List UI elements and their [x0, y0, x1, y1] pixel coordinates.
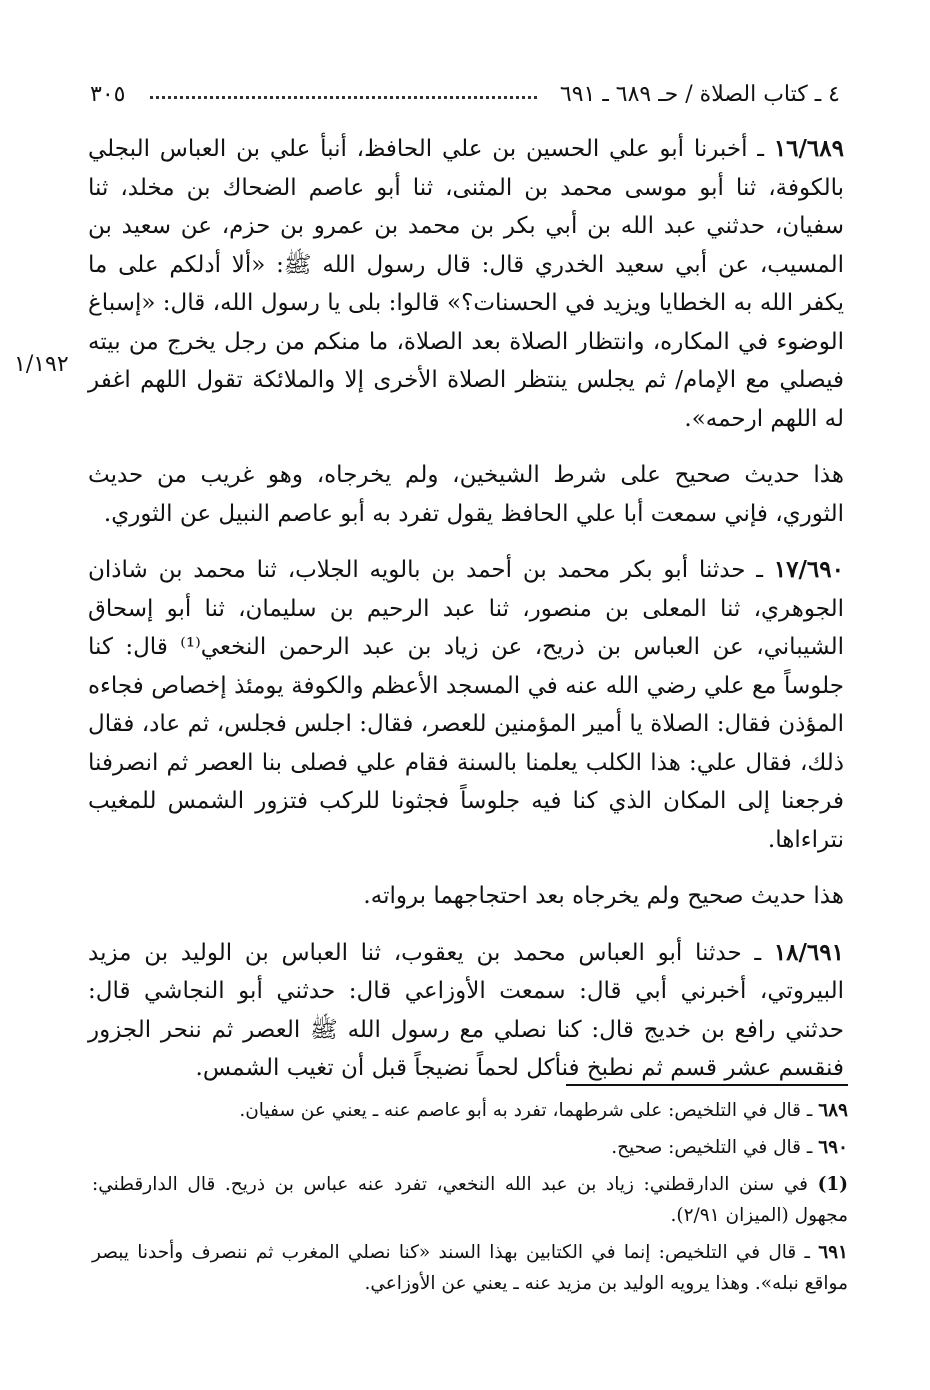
footnote-1 — [92, 1169, 848, 1231]
footnotes — [92, 1095, 848, 1305]
footnote-number: (1) — [817, 1174, 848, 1195]
commentary-690 — [88, 877, 844, 916]
page-number: ٣٠٥ — [90, 82, 126, 107]
footnote-text: ـ قال في التلخيص: على شرطهما، تفرد به أبو عاصم عنه ـ يعني عن سفيان. — [239, 1100, 819, 1121]
footnote-divider — [566, 1084, 848, 1086]
footnote-number: ٦٩١ — [818, 1242, 848, 1263]
hadith-number: ١٦/٦٨٩ — [773, 135, 844, 162]
hadith-text: ـ حدثنا أبو العباس محمد بن يعقوب، ثنا العباس بن الوليد بن مزيد البيروتي، أخبرني أبي قال: سمعت الأوزاعي قال: حدثني أبو النجاشي قال: حدثني رافع بن خديج قال: كنا نصلي مع رسول الله ﷺ العصر ثم ننحر الجزور فنقسم عشر قسم ثم نطبخ فنأكل لحماً نضيجاً قبل أن تغيب الشمس. — [88, 939, 844, 1081]
footnote-text: ـ قال في التلخيص: صحيح. — [611, 1137, 819, 1158]
chapter-title: ٤ ـ كتاب الصلاة / حـ ٦٨٩ ـ ٦٩١ — [559, 82, 840, 107]
footnote-691 — [92, 1237, 848, 1299]
commentary-text: هذا حديث صحيح ولم يخرجاه بعد احتجاجهما برواته. — [363, 883, 844, 909]
footnote-text: في سنن الدارقطني: زياد بن عبد الله النخعي، تفرد عنه عباس بن ذريح. قال الدارقطني: مجهول (الميزان ٢/٩١). — [92, 1174, 848, 1226]
hadith-690 — [88, 551, 844, 859]
hadith-691 — [88, 934, 844, 1088]
hadith-text: ـ أخبرنا أبو علي الحسين بن علي الحافظ، أنبأ علي بن العباس البجلي بالكوفة، ثنا أبو موسى محمد بن المثنى، ثنا أبو عاصم الضحاك بن مخلد، ثنا سفيان، حدثني عبد الله بن أبي بكر بن محمد بن عمرو بن حزم، عن سعيد بن المسيب، عن أبي سعيد الخدري قال: قال رسول الله ﷺ: «ألا أدلكم على ما يكفر الله به الخطايا ويزيد في الحسنات؟» قالوا: بلى يا رسول الله، قال: «إسباغ الوضوء في المكاره، وانتظار الصلاة بعد الصلاة، ما منكم من رجل يخرج من بيته فيصلي مع الإمام/ ثم يجلس ينتظر الصلاة الأخرى إلا والملائكة تقول اللهم اغفر له اللهم ارحمه». — [88, 136, 844, 432]
hadith-text: ـ حدثنا أبو بكر محمد بن أحمد بن بالويه الجلاب، ثنا محمد بن شاذان الجوهري، ثنا المعلى بن منصور، ثنا عبد الرحيم بن سليمان، ثنا أبو إسحاق الشيباني، عن العباس بن ذريح، عن زياد بن عبد الرحمن النخعي⁽¹⁾ قال: كنا جلوساً مع علي رضي الله عنه في المسجد الأعظم والكوفة يومئذ إخصاص فجاءه المؤذن فقال: الصلاة يا أمير المؤمنين للعصر، فقال: اجلس فجلس، ثم عاد، فقال ذلك، فقال علي: هذا الكلب يعلمنا بالسنة فقام علي فصلى بنا العصر ثم انصرفنا فرجعنا إلى المكان الذي كنا فيه جلوساً فجثونا للركب فتزور الشمس للمغيب نتراءاها. — [88, 557, 844, 853]
footnote-689 — [92, 1095, 848, 1126]
footnote-690 — [92, 1132, 848, 1163]
commentary-text: هذا حديث صحيح على شرط الشيخين، ولم يخرجاه، وهو غريب من حديث الثوري، فإني سمعت أبا علي الحافظ يقول تفرد به أبو عاصم النبيل عن الثوري. — [88, 462, 844, 527]
hadith-689 — [88, 130, 844, 438]
marginal-reference: ١/١٩٢ — [14, 352, 69, 377]
running-header — [90, 78, 842, 114]
hadith-number: ١٨/٦٩١ — [773, 938, 844, 966]
commentary-689 — [88, 456, 844, 533]
footnote-number: ٦٨٩ — [818, 1100, 848, 1121]
footnote-number: ٦٩٠ — [818, 1137, 848, 1158]
hadith-number: ١٧/٦٩٠ — [773, 556, 844, 583]
main-text — [88, 130, 844, 1098]
footnote-text: ـ قال في التلخيص: إنما في الكتابين بهذا السند «كنا نصلي المغرب ثم ننصرف وأحدنا يبصر مواقع نبله». وهذا يرويه الوليد بن مزيد عنه ـ يعني عن الأوزاعي. — [92, 1242, 848, 1294]
header-leader-dots — [150, 96, 537, 99]
